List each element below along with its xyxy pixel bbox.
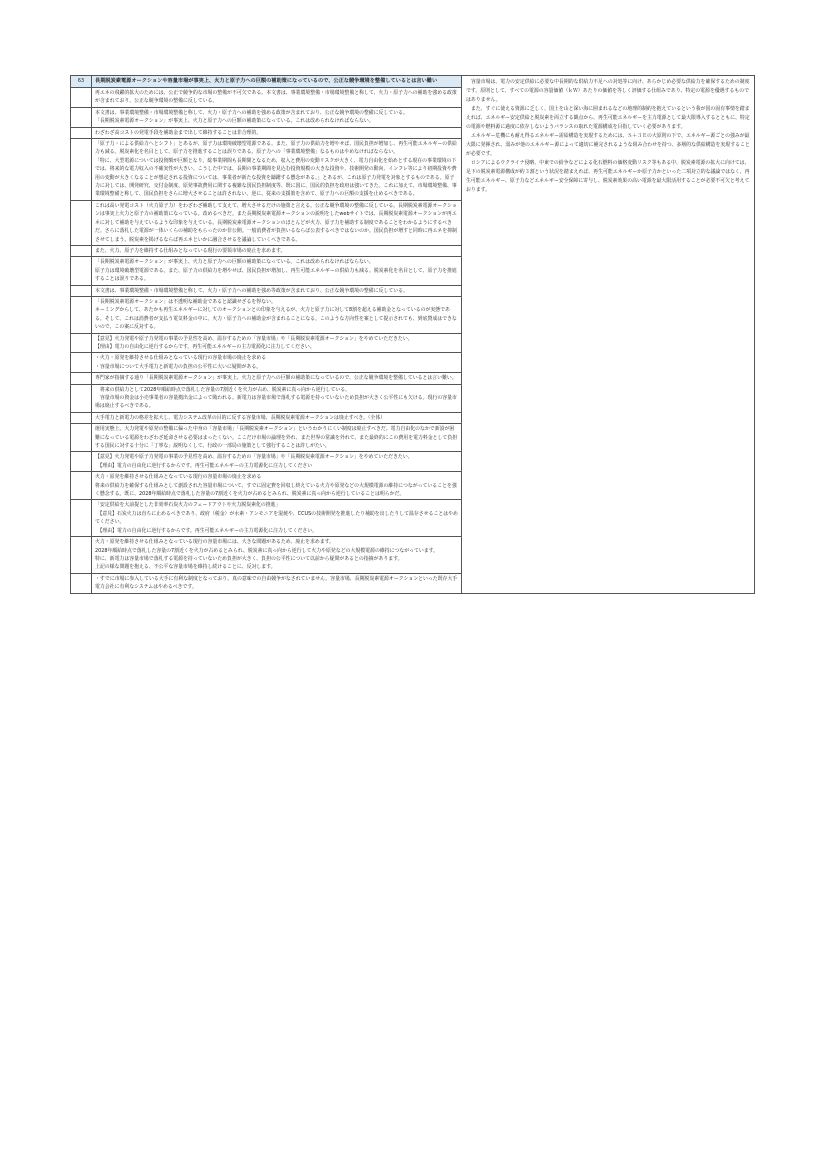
- opinion-text: ・すでに市場に参入している大手に有利な制度となっており、真の意味での自由競争がなされていません。容量市場、長期脱炭素電源オークションといった既存大手電力会社に有利なシステムはやめるべきです。: [92, 573, 462, 593]
- opinion-number-cell: [71, 296, 92, 333]
- opinion-text: 【意見】火力発電や原子力発電の事業の予見性を高め、温存するための「容量市場」や「長期脱炭素電源オークション」をやめていただきたい。 【理由】電力の自由化に逆行するからです。再生可能エネルギーの主力電源化に注力してください: [92, 452, 462, 472]
- opinion-text: 火力・原発を維持させる仕組みとなっている現行の容量市場には、大きな問題があるため、廃止を求めます。 2028年順給時点で落札した容量の7割近くを火力が占めるとみられ、脱炭素に真っ向から逆行して火力や原発などの大規模電源の維持につながっています。 特に、新電力は容量市場で落札する電源を持っていないため負担が大きく、負担の公平性について以前から疑問があるとの指摘があります。 上記の様な問題を抱える、不公平な容量市場を維持し続けることに、反対します。: [92, 537, 462, 574]
- item-number: 63: [71, 76, 92, 88]
- opinion-text: 専門家が指摘する通り「長期脱炭素電源オークション」が事実上、火力と原子力への巨額の補助策になっているので、公正な競争環境を整備しているとは言い難い。: [92, 373, 462, 384]
- opinion-number-cell: [71, 127, 92, 138]
- government-response: 容量市場は、電力の安定供給に必要な中長期的な供給力不足への対処等に向け、あらかじめ必要な供給力を確保するための制度です。原則として、すべての電源の容量価値（ｋＷ）あたりの価値を等しく評価する仕組みであり、特定の電源を優遇するものではありません。 また、すぐに使える資源に乏しく、国土を山と深い海に囲まれるなどの地理的制約を抱えているという我が国の固有事情を踏まえれば、エネルギー安定供給と脱炭素を両立する観点から、再生可能エネルギーを主力電源として最大限導入するとともに、特定の電源や燃料源に過度に依存しないようバランスの取れた電源構成を目指していく必要があります。 エネルギー危機にも耐え得るエネルギー需給構造を実現するためには、Ｓ＋３Ｅの大原則の下で、エネルギー源ごとの強みが最大限に発揮され、弱みが他のエネルギー源によって適切に補完されるような組み合わせを持つ、多層的な供給構造を実現することが必要です。 ロシアによるウクライナ侵略、中東での紛争などによる化石燃料の価格変動リスク等もある中、脱炭素電源の拡大に向けては、足下の脱炭素電源構成が約３割という状況を踏まえれば、再生可能エネルギーか原子力かといった二項対立的な議論ではなく、再生可能エネルギー、原子力などエネルギー安全保障に寄与し、脱炭素効果の高い電源を最大限活用することが必要不可欠と考えております。: [462, 76, 755, 594]
- opinion-number-cell: [71, 537, 92, 574]
- opinion-number-cell: [71, 384, 92, 412]
- opinion-text: ・火力・原発を維持させる仕組みとなっている現行の容量市場の廃止を求める ・容量市場について大手電力と新電力の負担の公平性に大いに疑問がある。: [92, 353, 462, 373]
- opinion-number-cell: [71, 333, 92, 353]
- opinion-text: 「長期脱炭素電源オークション」は不透明な補助金であると認識せざるを得ない。 ネーミングからして、あたかも再生エネルギーに対してのオークションとの印象を与えるが、火力と原子力に対して8割を超える補助金となっているのが実態である。そして、これは消費者が支払う電気料金の中に、火力・原子力への補助金が含まれることになる。このような方向性を案として提示されても、到底賛成はできないので、この案に反対する。: [92, 296, 462, 333]
- opinion-text: また、火力、原子力を維持する仕組みとなっている現行の要領市場の廃止を求めます。: [92, 245, 462, 256]
- opinion-number-cell: [71, 200, 92, 245]
- opinion-text: 「安定供給を大前提とした非効率石炭火力のフェードアウトや火力脱炭素化の推進」 【意見】石炭火力は直ちに止めるべきであり、政府（税金）が水素・アンモニアを混焼や、CCUSの技術開発を推進したり補助を出したりして温存させることはやめてください。 【理由】電力の自由化に逆行するからです。再生可能エネルギーの主力電源化に注力してください。: [92, 500, 462, 537]
- opinion-text: これは高い発電コスト（火力原子力）をわざわざ補助して支えて、増大させるだけの施策と言える。公正な競争環境の整備に反している。長期脱炭素電源オークションは事実上火力と原子力の補助策になっている。改めるべきだ。また長期脱炭素電源オークションの説明をしたwebサイトでは、長期脱炭素電源オークションが再エネに対して補助を与えているような印象を与えている。長期脱炭素電源オークションのほとんどが火力、原子力を補助する制度であることをわかるようにするべきだ。さらに落札した電源が一体いくらの補助をもらったのか非公開。一般消費者が負担いるならば公表するべきではないのか。国民負担が増すと同時に再エネを抑制させてしまう。脱炭素を掲げるならば再エネといかに融合させるを議論していくべきである。: [92, 200, 462, 245]
- opinion-number-cell: [71, 139, 92, 201]
- opinion-table: [70, 75, 755, 594]
- opinion-number-cell: [71, 500, 92, 537]
- opinion-number-cell: [71, 257, 92, 285]
- opinion-number-cell: [71, 353, 92, 373]
- opinion-number-cell: [71, 424, 92, 452]
- opinion-text: 本文書は、事業環境整備・市場環境整備と称して、火力・原子力への補助を強める政策が含まれており、公正な競争環境の整備に反している。 「長期脱炭素電源オークション」が事実上、火力と原子力への巨額の補助策になっている。これは改められなければならない。: [92, 107, 462, 127]
- opinion-number-cell: [71, 107, 92, 127]
- opinion-text: わざわざ高コストの発電手段を補助金まで出して維持することは非合理的。: [92, 127, 462, 138]
- opinion-number-cell: [71, 245, 92, 256]
- opinion-number-cell: [71, 88, 92, 108]
- opinion-text: 大手電力と新電力の格差を拡大し、電力システム改革の目的に反する容量市場、長期脱炭素電源オークションは廃止すべき。（全体）: [92, 412, 462, 423]
- opinion-text: 「長期脱炭素電源オークション」が事実上、火力と原子力への巨額の補助策になっている。これは改められなければならない。 原子力は環境破壊型電源である。また、原子力の供給力を増やせば、国民負担が増加し、再生可能エネルギーの供給力も減る。脱炭素化を名目として、原子力を推進することは誤りである。: [92, 257, 462, 285]
- opinion-text: 再エネの飛躍的拡大のためには、公正で競争的な市場の整備が不可欠である。本文書は、事業環境整備・市場環境整備と称して、火力・原子力への補助を強める政策が含まれており、公正な競争環境の整備に反している。: [92, 88, 462, 108]
- opinion-number-cell: [71, 373, 92, 384]
- opinion-number-cell: [71, 573, 92, 593]
- opinion-text: 運用実態上、大力発電や原発の整備に偏った中身の「容量市場」「長期脱炭素オークション」というわかりにくい制度は廃止すべきだ。電力自由化のなかで新設が困難になっている電源をわざわざ延命させる必要はまったくない。ここだけ市場の論理を外れ、また世界の常識を外れて、また最終的にこの費用を電力料金として負担する国民に対する十分に「丁寧な」説明なくして、行政の一部局の施策として強行することは許しがたい。: [92, 424, 462, 452]
- item-title: 長期脱炭素電源オークションや容量市場が事実上、火力と原子力への巨額の補助策になっているので、公正な競争環境を整備しているとは言い難い: [92, 76, 462, 88]
- opinion-text: 火力・原発を維持させる仕組みとなっている現行の容量市場の廃止を求める 将来の供給力を確保する仕組みとして創設された容量市場について、すでに固定費を回収し終えている火力や原発などの大規模電源の維持につながっていることを強く懸念する。既に、2028年順給時点で落札した容量の7割近くを火力が占めるとみられ、脱炭素に真っ向から逆行していることは明らかだ。: [92, 472, 462, 500]
- opinion-number-cell: [71, 412, 92, 423]
- opinion-number-cell: [71, 452, 92, 472]
- opinion-text: 「原子力・による供給力へとシフト」とあるが、原子力は環境破壊型電源である。また、原子力の供給力を増やせば、国民負担が増加し、再生可能エネルギーの供給力も減る。脱炭素化を名目として、原子力を推進することは誤りである。原子力への「事業環境整備」なるものはやめなければならない。 「特に、大型電源については投資額が巨額となり、総事業期間も長期間となるため、収入と費用の変動リスクが大きく、電力自由化を始めとする現在の事業環境の下では、将来的な電力収入の不確実性が大きい。こうした中では、長期の事業期間を見込む投資規模の大きな投資や、技術開発の動向、インフレ等により初期投資や費用の変動が大きくなることが想定される投資については、事業者が新たな投資を躊躇する懸念がある。」とあるが、これは原子力発電を対象とするものである。原子力に対しては、開発研究、交付金制度、原発事故費用に関する複雑な国民負担制度等、既に国に、国民的負担を政府は強いてきた。これに加えて、市場環境整備、事業環境整備と称して、国民負担をさらに増大させることは許されない。逆に、従来の支援策を含めて、原子力への巨額の支援を止めるべきである。: [92, 139, 462, 201]
- opinion-text: 【意見】火力発電や原子力発電の事業の予見性を高め、温存するための「容量市場」や「長期脱炭素電源オークション」をやめていただきたい。 【理由】電力の自由化に逆行するからです。再生可能エネルギーの主力電源化に注力してください。: [92, 333, 462, 353]
- opinion-text: 将来の供給力として2028年順給時点で落札した容量の7割近くを火力が占め、脱炭素に真っ向から逆行している。 容量市場の資金は小売事業者の容量拠出金によって賄われる。新電力は容量市場で落札する電源を持っていないため負担が大きく公平性にも欠ける。現行の容量市場は廃止するべきである。: [92, 384, 462, 412]
- item-header-row: [71, 76, 755, 88]
- opinion-number-cell: [71, 472, 92, 500]
- opinion-number-cell: [71, 285, 92, 296]
- opinion-text: 本文書は、事業環境整備・市場環境整備と称して、火力・原子力への補助を強め等政策が含まれており、公正な競争環境の整備に反している。: [92, 285, 462, 296]
